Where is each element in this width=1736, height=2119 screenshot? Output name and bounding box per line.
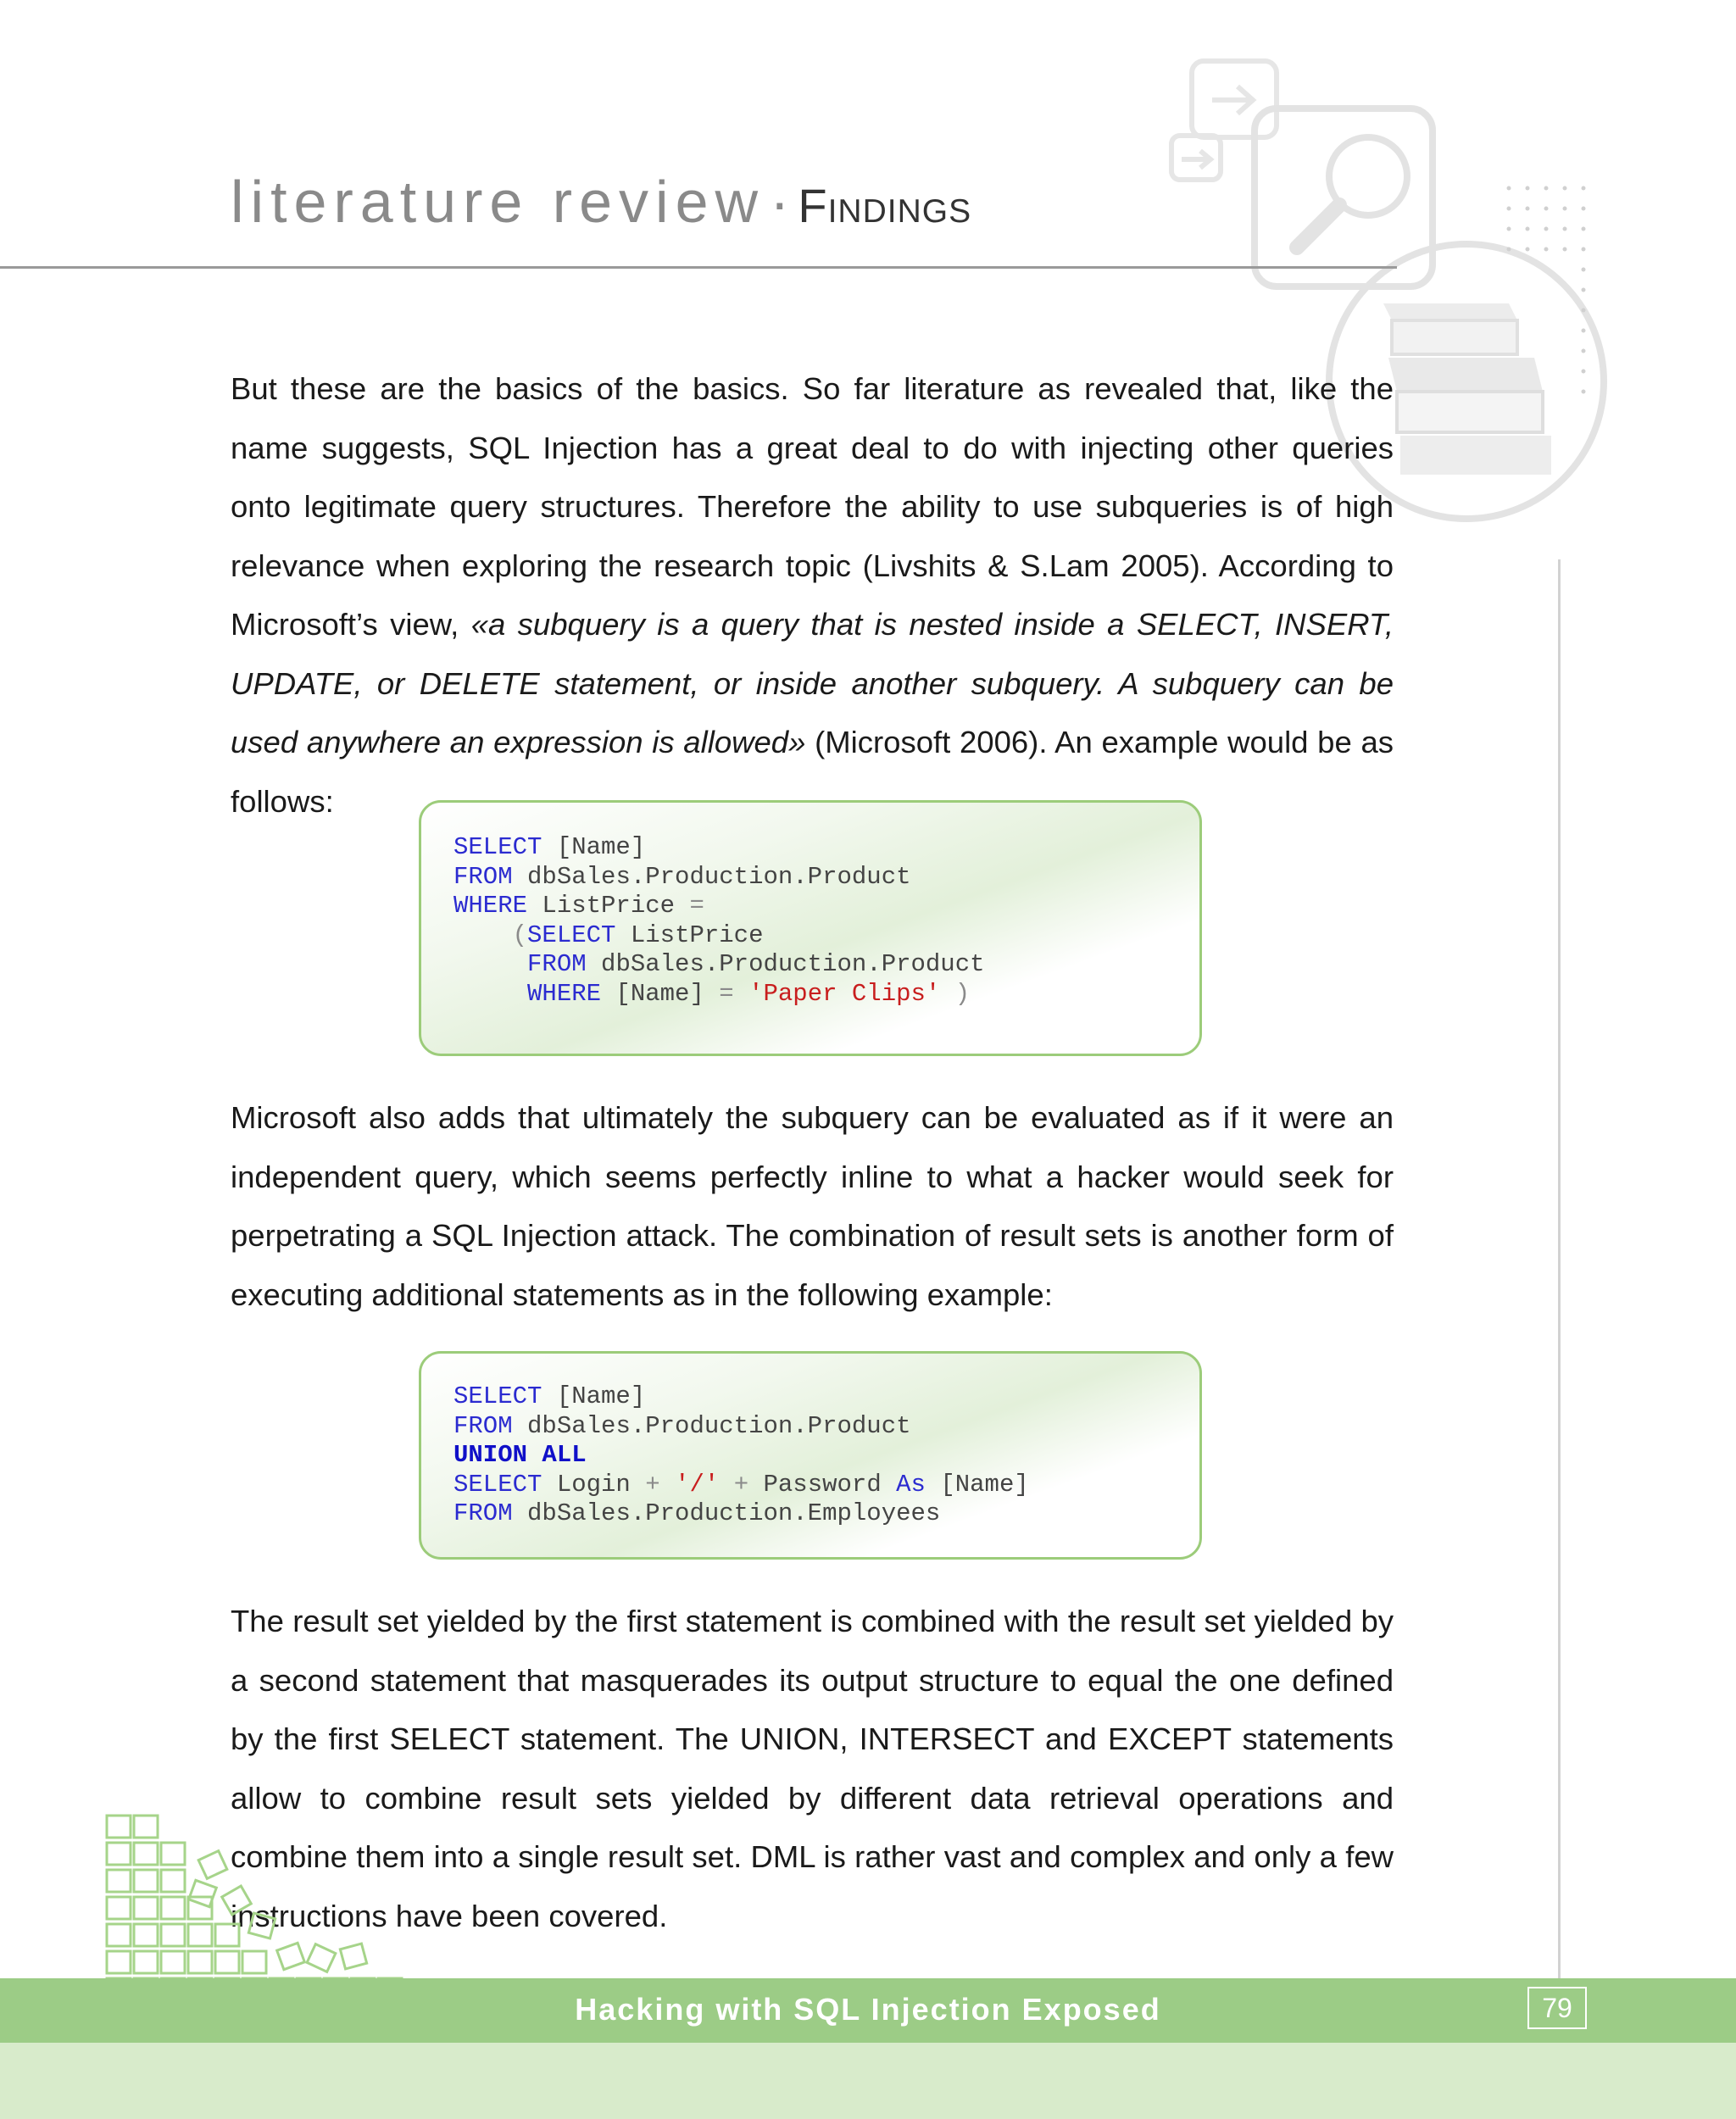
code-operator: + — [733, 1470, 749, 1499]
code-listing-2 — [453, 1382, 1029, 1529]
code-keyword-bold: UNION ALL — [453, 1441, 587, 1470]
code-text: ListPrice — [615, 920, 764, 949]
section-title: literature review — [231, 169, 765, 235]
code-operator: = — [719, 979, 734, 1008]
code-keyword: SELECT — [453, 833, 542, 861]
code-text: Password — [748, 1470, 897, 1499]
code-text: [Name] — [925, 1470, 1029, 1499]
code-keyword: FROM — [453, 862, 513, 891]
code-text: dbSales.Production.Product — [512, 1411, 911, 1440]
code-operator: = — [689, 892, 704, 920]
paragraph-2: Microsoft also adds that ultimately the subquery can be evaluated as if it were an independent query, which seems perfectly inline to what a hacker would seek for perpetrating a SQL Injection attack. The combination of result sets is another form of executing additional statements as in the following example: — [231, 1100, 1394, 1312]
paragraph-1-tail: (Microsoft 2006). An example would be as follows: — [231, 725, 1394, 819]
code-text: Login — [542, 1470, 646, 1499]
code-text: [Name] — [601, 979, 720, 1008]
code-keyword: FROM — [453, 1499, 513, 1528]
code-keyword: As — [896, 1470, 926, 1499]
heading-separator: · — [770, 169, 790, 235]
code-operator: + — [645, 1470, 660, 1499]
code-string: 'Paper Clips' — [748, 979, 941, 1008]
code-text: [Name] — [542, 1382, 646, 1410]
paragraph-3: The result set yielded by the first statement is combined with the result set yielded by a second statement that masquerades its output structure to equal the one defined by the first SELECT statement. The UNION, INTERSECT and EXCEPT statements allow to combine result sets yielded by different data retrieval operations and combine them into a single result set. DML is rather vast and complex and only a few instructions have been covered. — [231, 1604, 1394, 1933]
subsection-title: Findings — [798, 179, 972, 232]
header-divider — [0, 266, 1397, 269]
code-paren: ) — [940, 979, 971, 1008]
code-string: '/' — [675, 1470, 720, 1499]
code-listing-1 — [453, 833, 985, 1009]
code-keyword: WHERE — [453, 892, 528, 920]
code-text: dbSales.Production.Product — [512, 862, 911, 891]
paragraph-1 — [231, 359, 1394, 831]
code-text: dbSales.Production.Product — [586, 950, 985, 979]
dot-grid-decoration — [1502, 183, 1604, 412]
code-text: dbSales.Production.Employees — [512, 1499, 941, 1528]
code-block-union — [419, 1351, 1202, 1560]
code-keyword: SELECT — [527, 920, 616, 949]
code-paren: ( — [512, 920, 528, 949]
code-keyword: FROM — [527, 950, 587, 979]
code-keyword: WHERE — [527, 979, 602, 1008]
book-title: Hacking with SQL Injection Exposed — [575, 1992, 1161, 2027]
code-keyword: SELECT — [453, 1470, 542, 1499]
footer-bottom-strip — [0, 2043, 1736, 2119]
right-margin-rule — [1558, 559, 1561, 1983]
paragraph-1-text: But these are the basics of the basics. So far literature as revealed that, like the name suggests, SQL Injection has a great deal to do with injecting other queries onto legitimate query structures. Therefore the ability to use subqueries is of high relevance when exploring the research topic (Livshits & S.Lam 2005). According to Microsoft’s view, — [231, 371, 1394, 642]
code-text: ListPrice — [527, 892, 690, 920]
microsoft-quote: «a subquery is a query that is nested inside a SELECT, INSERT, UPDATE, or DELETE statement, or inside another subquery. A subquery can be used anywhere an expression is allowed» — [231, 607, 1394, 759]
code-keyword: FROM — [453, 1411, 513, 1440]
page-number: 79 — [1527, 1987, 1587, 2029]
section-heading — [231, 168, 971, 236]
code-keyword: SELECT — [453, 1382, 542, 1410]
code-block-subquery — [419, 800, 1202, 1056]
code-text: [Name] — [542, 833, 646, 861]
